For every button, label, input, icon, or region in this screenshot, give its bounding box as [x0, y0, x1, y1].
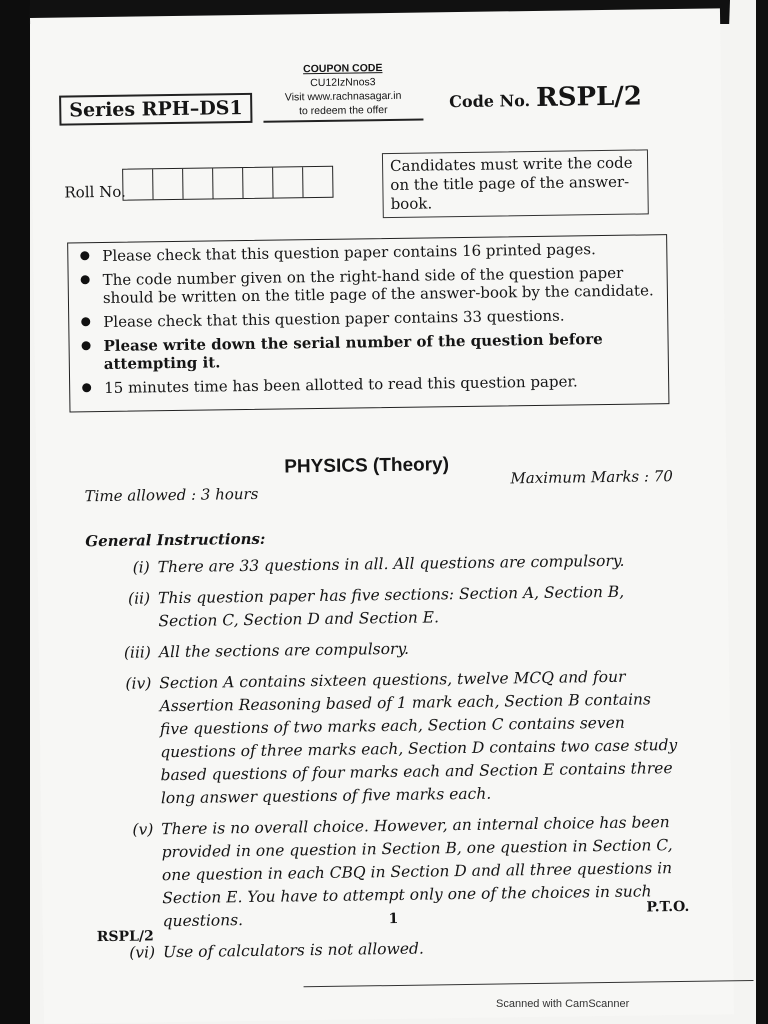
instruction-item: [121, 934, 681, 965]
instruction-number: (v): [132, 820, 154, 839]
instruction-item: [117, 665, 679, 811]
notice-item: [79, 329, 659, 373]
roll-number-label: Roll No.: [64, 182, 126, 202]
notice-item: [79, 305, 659, 331]
time-allowed: Time allowed : 3 hours: [84, 484, 259, 506]
general-instructions-list: [116, 549, 682, 973]
bullet-icon: [82, 383, 91, 392]
code-label: Code No.: [449, 91, 531, 112]
pto-label: P.T.O.: [646, 898, 690, 916]
notice-item-text: 15 minutes time has been allotted to read this question paper.: [104, 372, 578, 397]
page-number: 1: [388, 910, 399, 928]
scanner-watermark: Scanned with CamScanner: [496, 998, 630, 1010]
coupon-redeem-text: to redeem the offer: [298, 104, 388, 118]
instruction-text: There is no overall choice. However, an internal choice has been provided in one question in Section B, one question in Section C, one question in each CBQ in Section D and all three questions in Section E. You have to attempt only one of the choices in such questions.: [161, 813, 673, 931]
bullet-icon: [81, 317, 90, 326]
bottom-rule: [304, 980, 754, 987]
instruction-text: This question paper has five sections: Section A, Section B, Section C, Section D and Section E.: [157, 582, 625, 631]
roll-number-box[interactable]: [243, 168, 273, 198]
coupon-rule: [263, 119, 423, 123]
bullet-icon: [81, 275, 90, 284]
scan-dark-margin-left: [0, 0, 30, 1024]
instruction-text: Use of calculators is not allowed.: [162, 939, 424, 962]
notice-item-text: The code number given on the right-hand side of the question paper should be written on the title page of the answer-book by the candidate.: [102, 263, 654, 308]
roll-number-boxes[interactable]: [122, 166, 333, 201]
notice-box: [67, 234, 669, 412]
paper-title: PHYSICS (Theory): [284, 454, 450, 478]
instruction-item: [116, 580, 677, 634]
general-instructions-heading: General Instructions:: [85, 529, 266, 551]
instruction-number: (iii): [123, 643, 151, 662]
notice-item-text: Please write down the serial number of the question before attempting it.: [103, 330, 603, 374]
notice-item: [79, 263, 659, 307]
instruction-number: (iv): [125, 674, 152, 693]
coupon-visit-text: Visit www.rachnasagar.in: [284, 89, 402, 104]
instruction-item: [117, 634, 677, 665]
instruction-item: [119, 811, 681, 934]
instruction-number: (vi): [129, 943, 156, 962]
series-box: Series RPH–DS1: [59, 93, 253, 126]
roll-number-box[interactable]: [273, 167, 303, 197]
coupon-block: [263, 61, 424, 123]
footer-code: RSPL/2: [96, 928, 154, 946]
notice-item-text: Please check that this question paper contains 16 printed pages.: [102, 240, 596, 266]
instruction-item: [116, 549, 676, 580]
coupon-title: COUPON CODE: [302, 62, 383, 76]
instruction-number: (ii): [127, 589, 151, 608]
code-number: [449, 81, 642, 114]
notice-list: [78, 239, 660, 397]
notice-item: [80, 371, 660, 397]
exam-paper-page: [30, 8, 734, 1024]
candidates-note-box: Candidates must write the code on the title page of the answer-book.: [382, 149, 649, 218]
bullet-icon: [80, 251, 89, 260]
instruction-text: Section A contains sixteen questions, twelve MCQ and four Assertion Reasoning based of 1 mark each, Section B contains five questions of two marks each, Section C contains seven questions of three marks each, Section D contains two case study based questions of four marks each and Section E contains three long answer questions of five marks each.: [159, 667, 678, 808]
roll-number-box[interactable]: [153, 169, 183, 199]
roll-number-box[interactable]: [213, 168, 243, 198]
scan-dark-margin-right: [756, 0, 768, 1024]
instruction-number: (i): [132, 558, 150, 577]
bullet-icon: [82, 341, 91, 350]
instruction-text: There are 33 questions in all. All questions are compulsory.: [157, 551, 625, 577]
roll-number-box[interactable]: [183, 168, 213, 198]
maximum-marks: Maximum Marks : 70: [510, 467, 673, 488]
roll-number-box[interactable]: [303, 167, 332, 197]
instruction-text: All the sections are compulsory.: [158, 639, 410, 662]
code-value: RSPL/2: [535, 81, 643, 113]
coupon-code: CU12IzNnos3: [310, 76, 376, 90]
notice-item-text: Please check that this question paper contains 33 questions.: [103, 306, 565, 332]
roll-number-box[interactable]: [123, 169, 153, 199]
notice-item: [78, 239, 658, 265]
